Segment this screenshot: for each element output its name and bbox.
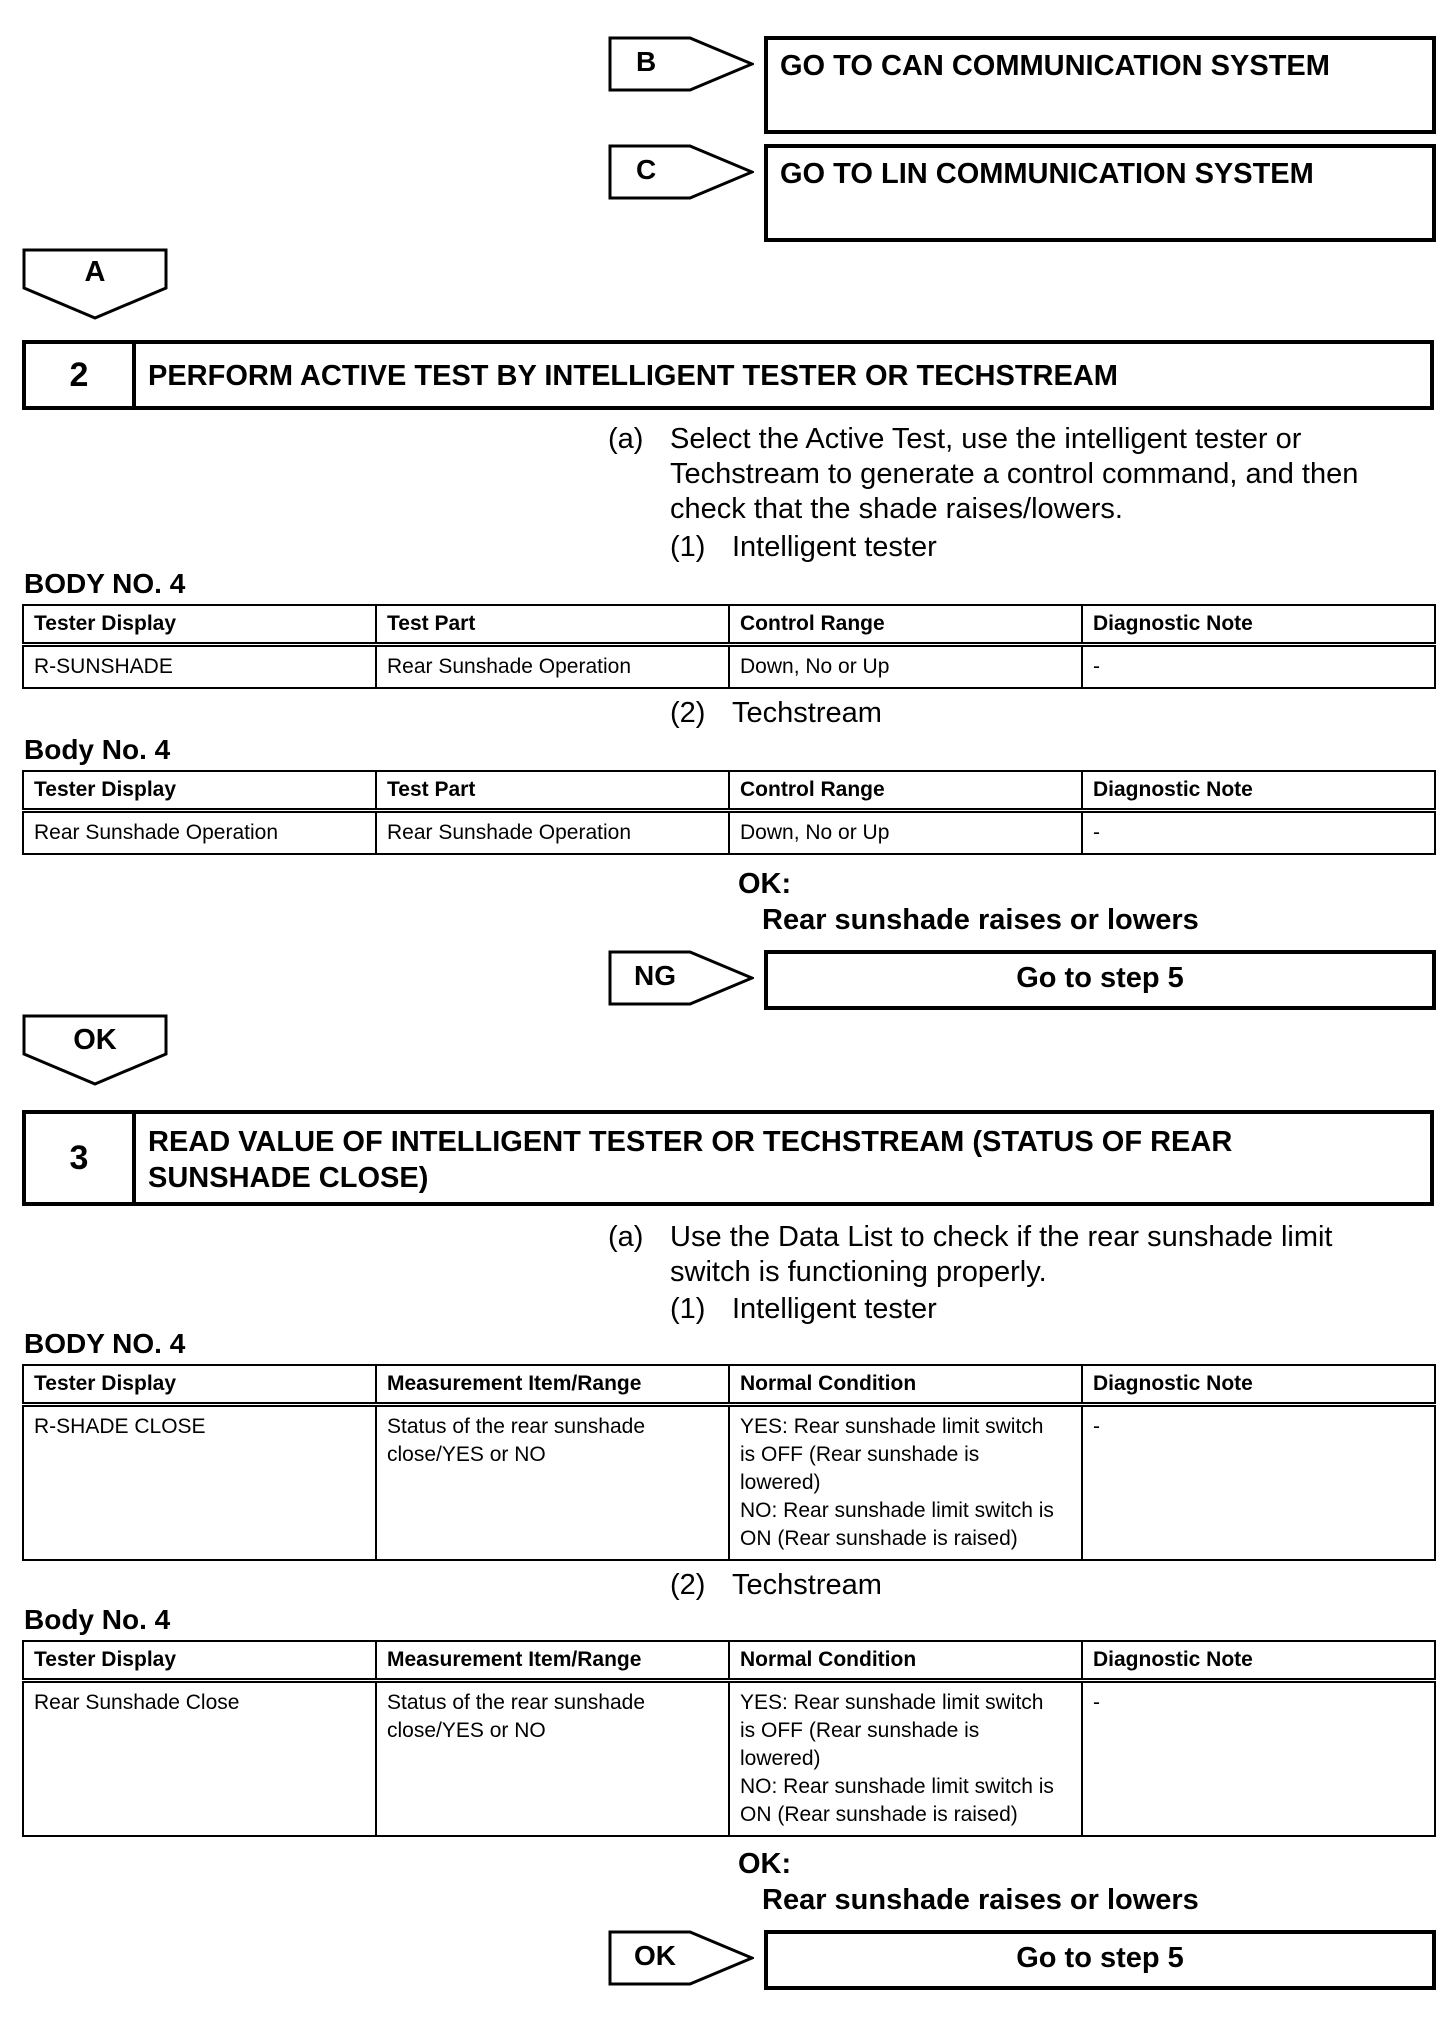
branch-ng-label: NG	[634, 960, 676, 991]
table-cell: Rear Sunshade Operation	[376, 645, 729, 689]
step-3-instruction-a	[608, 1220, 1428, 1292]
branch-ok-destination-text: Go to step 5	[1016, 1942, 1184, 1974]
branch-c-tag	[608, 144, 754, 200]
step-2-number: 2	[26, 344, 136, 406]
branch-arrow-icon	[608, 144, 754, 200]
table-cell: Down, No or Up	[729, 811, 1082, 855]
step-3-sub-2	[670, 1568, 1070, 1604]
cell-line: Status of the rear sunshade	[387, 1415, 645, 1438]
header-cell: Normal Condition	[729, 1641, 1082, 1681]
cell-line: Status of the rear sunshade	[387, 1691, 645, 1714]
table-header-row	[23, 1641, 1435, 1681]
flow-ok-label: OK	[73, 1024, 117, 1056]
step-2-table-1	[22, 604, 1436, 689]
header-cell: Measurement Item/Range	[376, 1641, 729, 1681]
branch-arrow-icon	[608, 36, 754, 92]
branch-b-tag	[608, 36, 754, 92]
branch-arrow-icon	[608, 1930, 754, 1986]
header-cell: Test Part	[376, 605, 729, 645]
step-2-title: PERFORM ACTIVE TEST BY INTELLIGENT TESTER OR TECHSTREAM	[148, 360, 1118, 392]
cell-line: ON (Rear sunshade is raised)	[740, 1527, 1018, 1550]
table-cell: R-SHADE CLOSE	[23, 1405, 376, 1561]
table-header-row	[23, 771, 1435, 811]
header-cell: Normal Condition	[729, 1365, 1082, 1405]
branch-b-destination-text: GO TO CAN COMMUNICATION SYSTEM	[780, 50, 1330, 82]
branch-ng-tag	[608, 950, 754, 1006]
step-3-number: 3	[26, 1114, 136, 1202]
header-cell: Tester Display	[23, 771, 376, 811]
branch-c-label: C	[636, 154, 657, 185]
header-cell: Diagnostic Note	[1082, 1641, 1435, 1681]
step-3-table-2	[22, 1640, 1436, 1837]
branch-ok-label: OK	[634, 1940, 676, 1971]
branch-c-destination[interactable]	[764, 144, 1436, 242]
sub-text: Intelligent tester	[732, 1293, 937, 1325]
cell-line: close/YES or NO	[387, 1443, 546, 1466]
sub-text: Techstream	[732, 1569, 882, 1601]
table-row	[23, 811, 1435, 855]
table-row	[23, 645, 1435, 689]
branch-ok-destination[interactable]	[764, 1930, 1436, 1990]
cell-line: close/YES or NO	[387, 1719, 546, 1742]
cell-line: YES: Rear sunshade limit switch	[740, 1691, 1044, 1714]
step-2-sub-1	[670, 530, 1070, 566]
instruction-line: Use the Data List to check if the rear sunshade limit	[670, 1221, 1333, 1253]
header-cell: Diagnostic Note	[1082, 605, 1435, 645]
table-cell	[729, 1405, 1082, 1561]
instruction-line: Select the Active Test, use the intelligent tester or	[670, 423, 1302, 455]
cell-line: YES: Rear sunshade limit switch	[740, 1415, 1044, 1438]
table-cell: Rear Sunshade Close	[23, 1681, 376, 1837]
cell-line: lowered)	[740, 1471, 821, 1494]
instruction-marker: (a)	[608, 1221, 644, 1253]
table-cell	[376, 1681, 729, 1837]
header-cell: Diagnostic Note	[1082, 771, 1435, 811]
table-row	[23, 1681, 1435, 1837]
branch-ng-destination[interactable]	[764, 950, 1436, 1010]
flow-ok-arrow	[22, 1014, 168, 1086]
step-3-sub-1	[670, 1292, 1070, 1328]
header-cell: Control Range	[729, 605, 1082, 645]
sub-marker: (2)	[670, 697, 706, 729]
step-3-ok-label: OK:	[738, 1848, 792, 1880]
step-2-ok-condition: Rear sunshade raises or lowers	[762, 904, 1199, 936]
table-cell: Rear Sunshade Operation	[23, 811, 376, 855]
sub-marker: (1)	[670, 1293, 706, 1325]
sub-text: Techstream	[732, 697, 882, 729]
step-2-ok-label: OK:	[738, 868, 792, 900]
branch-ok-tag	[608, 1930, 754, 1986]
table-header-row	[23, 1365, 1435, 1405]
table-cell	[729, 1681, 1082, 1837]
table-cell	[376, 1405, 729, 1561]
flow-a-label: A	[84, 256, 106, 288]
step-3-title-line: SUNSHADE CLOSE)	[148, 1162, 429, 1194]
table-header-row	[23, 605, 1435, 645]
header-cell: Test Part	[376, 771, 729, 811]
table-cell: -	[1082, 1405, 1435, 1561]
sub-marker: (1)	[670, 531, 706, 563]
step-2-table-2	[22, 770, 1436, 855]
instruction-line: switch is functioning properly.	[670, 1256, 1047, 1288]
cell-line: ON (Rear sunshade is raised)	[740, 1803, 1018, 1826]
table-cell: -	[1082, 1681, 1435, 1837]
instruction-line: Techstream to generate a control command, and then	[670, 458, 1359, 490]
step-2-table-2-title: Body No. 4	[24, 734, 171, 765]
step-2-header	[22, 340, 1434, 410]
step-3-title-line: READ VALUE OF INTELLIGENT TESTER OR TECHSTREAM (STATUS OF REAR	[148, 1126, 1233, 1158]
sub-text: Intelligent tester	[732, 531, 937, 563]
header-cell: Diagnostic Note	[1082, 1365, 1435, 1405]
instruction-marker: (a)	[608, 423, 644, 455]
step-3-header	[22, 1110, 1434, 1206]
step-3-table-2-title: Body No. 4	[24, 1604, 171, 1635]
table-cell: Rear Sunshade Operation	[376, 811, 729, 855]
cell-line: is OFF (Rear sunshade is	[740, 1443, 980, 1466]
branch-b-destination[interactable]	[764, 36, 1436, 134]
step-2-sub-2	[670, 696, 1070, 732]
table-row	[23, 1405, 1435, 1561]
cell-line: NO: Rear sunshade limit switch is	[740, 1775, 1054, 1798]
header-cell: Tester Display	[23, 1641, 376, 1681]
table-cell: R-SUNSHADE	[23, 645, 376, 689]
step-2-table-1-title: BODY NO. 4	[24, 568, 186, 599]
cell-line: is OFF (Rear sunshade is	[740, 1719, 980, 1742]
header-cell: Measurement Item/Range	[376, 1365, 729, 1405]
step-3-table-1-title: BODY NO. 4	[24, 1328, 186, 1359]
branch-b-label: B	[636, 46, 657, 77]
header-cell: Control Range	[729, 771, 1082, 811]
table-cell: Down, No or Up	[729, 645, 1082, 689]
branch-c-destination-text: GO TO LIN COMMUNICATION SYSTEM	[780, 158, 1314, 190]
step-3-ok-condition: Rear sunshade raises or lowers	[762, 1884, 1199, 1916]
instruction-line: check that the shade raises/lowers.	[670, 493, 1123, 525]
header-cell: Tester Display	[23, 605, 376, 645]
flow-a-arrow	[22, 248, 168, 320]
cell-line: lowered)	[740, 1747, 821, 1770]
branch-arrow-icon	[608, 950, 754, 1006]
branch-ng-destination-text: Go to step 5	[1016, 962, 1184, 994]
table-cell: -	[1082, 645, 1435, 689]
step-3-title	[136, 1114, 1430, 1202]
header-cell: Tester Display	[23, 1365, 376, 1405]
step-2-instruction-a	[608, 422, 1428, 532]
step-3-table-1	[22, 1364, 1436, 1561]
sub-marker: (2)	[670, 1569, 706, 1601]
cell-line: NO: Rear sunshade limit switch is	[740, 1499, 1054, 1522]
table-cell: -	[1082, 811, 1435, 855]
